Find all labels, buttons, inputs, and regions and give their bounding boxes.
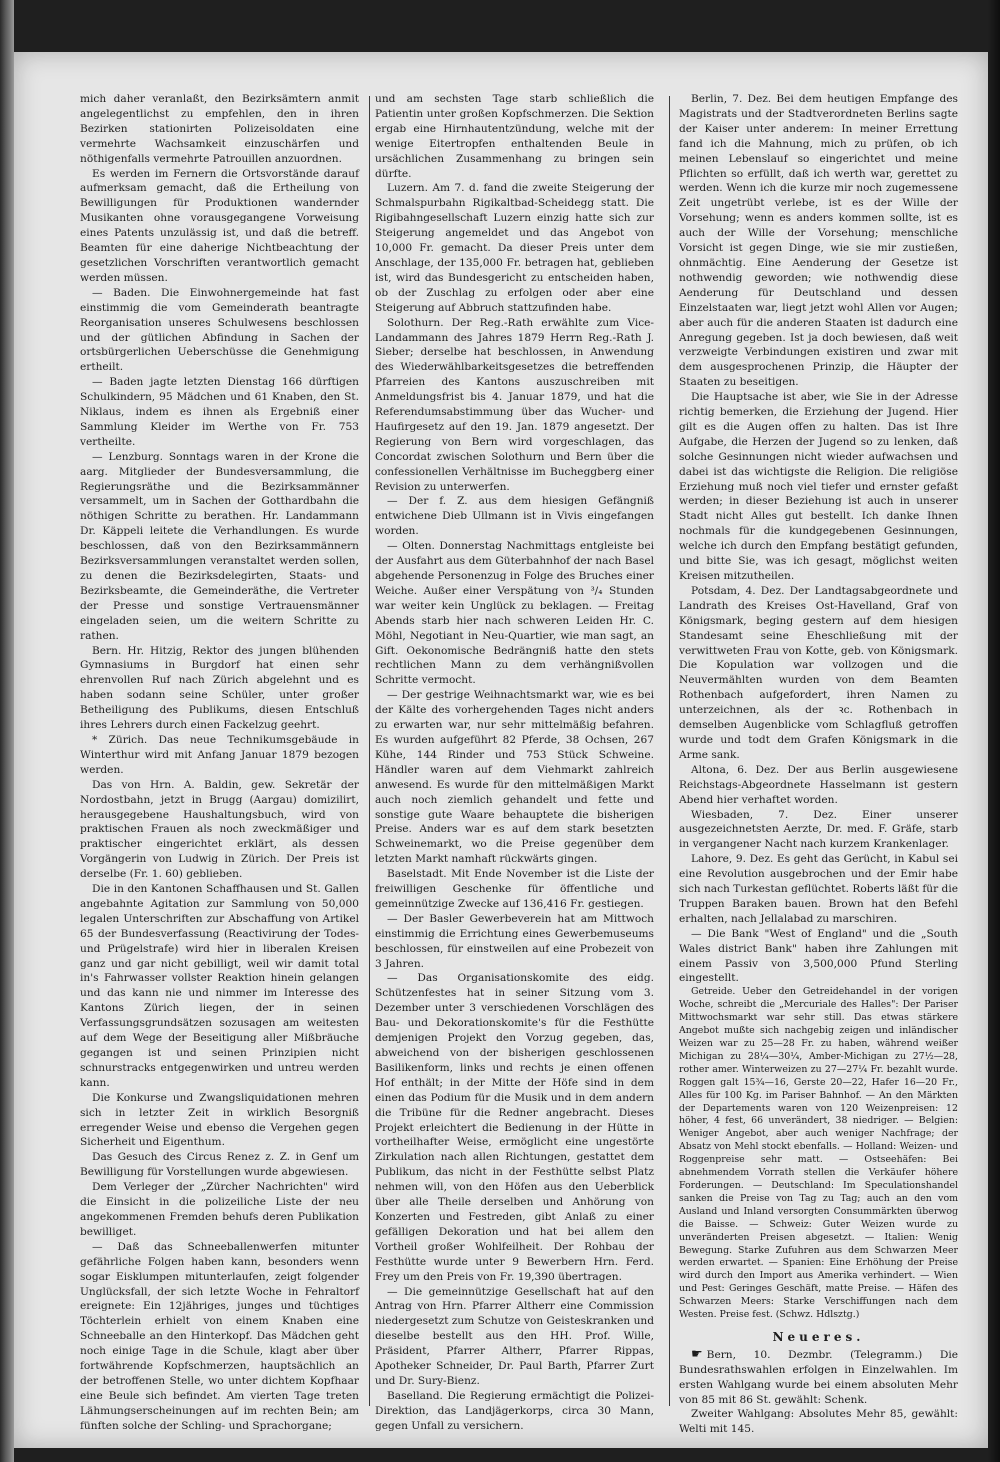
article-paragraph: Das von Hrn. A. Baldin, gew. Sekretär der Nordostbahn, jetzt in Brugg (Aargau) domizilirt, herausgegebene Haushaltungsbuch, wird von praktischen Frauen als noch zweckmäßiger und praktischer eingerichtet erklärt, als dessen Vorgängerin von Ludwig in Zürich. Der Preis ist derselbe (Fr. 1. 60) geblieben. <box>80 778 359 881</box>
article-paragraph: — Die Bank "West of England" und die „South Wales district Bank" haben ihre Zahlungen mit einem Passiv von 3,500,000 Pfund Sterling eingestellt. <box>679 927 958 985</box>
article-paragraph: Dem Verleger der „Zürcher Nachrichten" wird die Einsicht in die polizeiliche Liste der neu angekommenen Fremden behufs deren Publikation bewilliget. <box>80 1181 359 1238</box>
article-paragraph: Bern. Hr. Hitzig, Rektor des jungen blühenden Gymnasiums in Burgdorf hat einen sehr ehrenvollen Ruf nach Zürich abgelehnt und es haben sodann seine Schüler, unter großer Betheiligung des Publikums, diesen Entschluß ihres Lehrers durch einen Fackelzug geehrt. <box>80 644 359 732</box>
article-paragraph: Potsdam, 4. Dez. Der Landtagsabgeordnete und Landrath des Kreises Ost-Havelland, Graf von Königsmark, beging gestern auf dem hiesigen Standesamt seine Eheschließung mit der verwittweten Frau von Kotte, geb. von Königsmark. Die Kopulation war vollzogen und die Neuvermählten wurden von dem Beamten Rothenbach aufgefordert, ihren Namen zu unterzeichnen, als der ꝛc. Rothenbach in demselben Augenblicke vom Schlagfluß getroffen wurde und todt dem Grafen Königsmark in die Arme sank. <box>679 584 958 761</box>
article-paragraph: — Lenzburg. Sonntags waren in der Krone die aarg. Mitglieder der Bundesversammlung, die Regierungsräthe und die Bezirksammänner versammelt, um in Sachen der Gotthardbahn die nöthigen Schritte zu berathen. Hr. Landammann Dr. Käppeli leitete die Verhandlungen. Es wurde beschlossen, daß von den Bezirksammännern Bezirksversammlungen veranstaltet werden sollen, zu denen die Bezirksdelegirten, Staats- und Bezirksbeamte, die Gemeinderäthe, die Vertreter der Presse und sonstige Vertrauensmänner eingeladen seien, um die weitern Schritte zu rathen. <box>80 450 359 642</box>
article-paragraph: * Zürich. Das neue Technikumsgebäude in Winterthur wird mit Anfang Januar 1879 bezogen werden. <box>80 733 359 776</box>
article-paragraph: mich daher veranlaßt, den Bezirksämtern anmit angelegentlichst zu empfehlen, den in ihren Bezirken stationirten Polizeisoldaten eine vermehrte Wachsamkeit einzuschärfen und nöthigenfalls vermehrte Patrouillen anzuordnen. <box>80 93 359 165</box>
latest-news-text: Zweiter Wahlgang: Absolutes Mehr 85, gewählt: Welti mit 145. <box>679 1408 958 1436</box>
article-paragraph: — Olten. Donnerstag Nachmittags entgleiste bei der Ausfahrt aus dem Güterbahnhof der nach Basel abgehende Personenzug in Folge des Bruches einer Weiche. Außer einer Verspätung von ³/₄ Stunden war weiter kein Unglück zu beklagen. — Freitag Abends starb hier nach schweren Leiden Hr. C. Möhl, Negotiant in Neu-Quartier, wie man sagt, an Gift. Oekonomische Bedrängniß hatte den stets rechtlichen Mann zu dem verhängnißvollen Schritte vermocht. <box>375 540 654 687</box>
article-paragraph: Baselstadt. Mit Ende November ist die Liste der freiwilligen Geschenke für öffentliche und gemeinnützige Zwecke auf 136,416 Fr. gestiegen. <box>375 868 654 910</box>
pointing-hand-icon: ☛ <box>691 1346 703 1362</box>
article-paragraph: — Der f. Z. aus dem hiesigen Gefängniß entwichene Dieb Ullmann ist in Vivis eingefangen worden. <box>375 495 654 538</box>
page-edge-shadow <box>988 0 1000 1462</box>
article-paragraph: — Baden jagte letzten Dienstag 166 dürftigen Schulkindern, 95 Mädchen und 61 Knaben, den St. Niklaus, indem es ihnen als Ergebniß einer Sammlung Kleider im Werthe von Fr. 753 vertheilte. <box>80 376 359 448</box>
article-paragraph: — Der Basler Gewerbeverein hat am Mittwoch einstimmig die Errichtung eines Gewerbemuseums beschlossen, für einstweilen auf eine Probezeit von 3 Jahren. <box>375 912 654 970</box>
article-paragraph: Solothurn. Der Reg.-Rath erwählte zum Vice-Landammann des Jahres 1879 Herrn Reg.-Rath J. Sieber; derselbe hat beschlossen, in Anwendung des Wiederwählbarkeitsgesetzes die betreffenden Pfarreien des Kantons auszuschreiben mit Anmeldungsfrist bis 4. Januar 1879, und hat die Referendumsabstimmung über das Wucher- und Haufirgesetz auf den 19. Jan. 1879 angesetzt. Der Regierung von Bern wird vorgeschlagen, das Concordat zwischen Solothurn und Bern über die confessionellen Verhältnisse im Bucheggberg einer Revision zu unterwerfen. <box>375 316 654 493</box>
article-paragraph: Es werden im Fernern die Ortsvorstände darauf aufmerksam gemacht, daß die Ertheilung von Bewilligungen für Produktionen wandernder Musikanten ohne vorausgegangene Vorweisung eines Patents unzulässig ist, und daß die betreff. Beamten für eine daherige Nichtbeachtung der gesetzlichen Vorschriften verantwortlich gemacht werden müssen. <box>80 167 359 284</box>
article-paragraph: und am sechsten Tage starb schließlich die Patientin unter großen Kopfschmerzen. Die Sektion ergab eine Hirnhautentzündung, welche mit der wenige Eitertropfen enthaltenden Beule in ursächlichen Zusammenhang zu bringen sein dürfte. <box>375 93 654 180</box>
article-paragraph: Die Konkurse und Zwangsliquidationen mehren sich in letzter Zeit in wirklich Besorgniß erregender Weise und ebenso die Vergehen gegen Sicherheit und Eigenthum. <box>80 1091 359 1149</box>
article-paragraph: — Die gemeinnützige Gesellschaft hat auf den Antrag von Hrn. Pfarrer Altherr eine Commission niedergesetzt zum Schutze von Geisteskranken und dieselbe bestellt aus den HH. Prof. Wille, Präsident, Pfarrer Altherr, Pfarrer Rippas, Apotheker Schneider, Dr. Paul Barth, Pfarrer Zurt und Dr. Sury-Bienz. <box>375 1285 654 1387</box>
article-paragraph: — Das Organisationskomite des eidg. Schützenfestes hat in seiner Sitzung vom 3. Dezember unter 3 verschiedenen Vorschlägen des Bau- und Dekorationskomite's für die Festhütte demjenigen Projekt den Vorzug gegeben, das, abweichend von der bisherigen geschlossenen Basilikenform, links und rechts je einen offenen Hof enthält; in der Mitte der Höfe sind in dem einen das Podium für die Musik und in dem andern die Tribüne für die Redner angebracht. Dieses Projekt erleichtert die Bedienung in der Hütte in vortheilhafter Weise, ermöglicht eine ungestörte Zirkulation nach allen Richtungen, gestattet dem Publikum, das nicht in der Festhütte selbst Platz nehmen will, von den Höfen aus den Ueberblick über alle Theile derselben und Anhörung von Konzerten und Festreden, gibt Anlaß zu einer gefälligen Dekoration und hat bei allem den Vortheil großer Wohlfeilheit. Der Rohbau der Festhütte wurde unter 9 Bewerbern Hrn. Ferd. Frey um den Preis von Fr. 19,390 übertragen. <box>375 972 654 1283</box>
latest-news-paragraph <box>679 1407 958 1437</box>
article-paragraph: Baselland. Die Regierung ermächtigt die Polizei-Direktion, das Landjägerkorps, circa 30 Mann, gegen Unfall zu versichern. <box>375 1389 654 1432</box>
column-rule <box>669 96 670 1406</box>
article-paragraph: Das Gesuch des Circus Renez z. Z. in Genf um Bewilligung für Vorstellungen wurde abgewiesen. <box>80 1151 359 1179</box>
article-paragraph: Die in den Kantonen Schaffhausen und St. Gallen angebahnte Agitation zur Sammlung von 50,000 legalen Unterschriften zur Abschaffung von Artikel 65 der Bundesverfassung (Reactivirung der Todes- und Prügelstrafe) wird hier in liberalen Kreisen ganz und gar nicht gebilligt, weil wir damit total in's Fahrwasser vollster Reaktion hinein gelangen und das kann nie und nimmer im Interesse des Kantons Zürich liegen, der in seinen Verfassungsgrundsätzen sozusagen am weitesten auf dem Wege der Beseitigung aller Mißbräuche gegangen ist und seinen Prinzipien nicht schnurstracks entgegenwirken und untreu werden kann. <box>80 883 359 1089</box>
column-1 <box>80 92 359 1432</box>
article-paragraph: Getreide. Ueber den Getreidehandel in der vorigen Woche, schreibt die „Mercuriale des Halles": Der Pariser Mittwochsmarkt war sehr still. Das etwas stärkere Angebot mußte sich nachgebig zeigen und inländischer Weizen war zu 25—28 Fr. zu haben, während weißer Michigan zu 28¼—30¼, Amber-Michigan zu 27½—28, rother amer. Winterweizen zu 27—27¼ Fr. bezahlt wurde. Roggen galt 15¾—16, Gerste 20—22, Hafer 16—20 Fr., Alles für 100 Kg. im Pariser Bahnhof. — An den Märkten der Departements waren von 120 Weizenpreisen: 12 höher, 4 fest, 66 unverändert, 38 niedriger. — Belgien: Weniger Angebot, aber auch weniger Nachfrage; der Absatz von Mehl stockt ebenfalls. — Holland: Weizen- und Roggenpreise sehr matt. — Ostseehäfen: Bei abnehmendem Vorrath stellen die Verkäufer höhere Forderungen. — Deutschland: Im Speculationshandel sanken die Preise von Tag zu Tag; auch an den vom Ausland und Inland versorgten Consummärkten überwog die Baisse. — Schweiz: Guter Weizen wurde zu unveränderten Preisen abgesetzt. — Italien: Wenig Bewegung. Starke Zufuhren aus dem Schwarzen Meer werden erwartet. — Spanien: Eine Erhöhung der Preise wird durch den Import aus Amerika verhindert. — Wien und Pest: Geringes Geschäft, matte Preise. — Häfen des Schwarzen Meers: Starke Verschiffungen nach dem Westen. Preise fest. (Schwz. Hdlsztg.) <box>679 986 958 1321</box>
article-paragraph: Altona, 6. Dez. Der aus Berlin ausgewiesene Reichstags-Abgeordnete Hasselmann ist gestern Abend hier verhaftet worden. <box>679 763 958 806</box>
column-3 <box>679 92 958 1436</box>
article-paragraph: Berlin, 7. Dez. Bei dem heutigen Empfange des Magistrats und der Stadtverordneten Berlins sagte der Kaiser unter anderem: In meiner Errettung fand ich die Mahnung, mich zu prüfen, ob ich meinen Lebenslauf so eingerichtet und meine Pflichten so erfüllt, daß ich werth war, gerettet zu werden. Wenn ich die kurze mir noch zugemessene Zeit ungetrübt verlebe, ist es der Wille der Vorsehung; wenn es anders kommen sollte, ist es auch der Wille der Vorsehung; menschliche Vorsicht ist gegen Dinge, wie sie mir zustießen, ohnmächtig. Eine Aenderung der Gesetze ist nothwendig geworden; wie nothwendig diese Aenderung für Deutschland und dessen Einzelstaaten war, liegt jetzt wohl Allen vor Augen; aber auch für die anderen Staaten ist dadurch eine Anregung gegeben. Ist ja doch bewiesen, daß weit verzweigte Verbindungen existiren und zwar mit dem ausgesprochenen Prinzip, die Häupter der Staaten zu beseitigen. <box>679 93 958 389</box>
article-paragraph: Wiesbaden, 7. Dez. Einer unserer ausgezeichnetsten Aerzte, Dr. med. F. Gräfe, starb in vergangener Nacht nach kurzem Krankenlager. <box>679 808 958 851</box>
article-paragraph: Die Hauptsache ist aber, wie Sie in der Adresse richtig bemerken, die Erziehung der Jugend. Hier gilt es die Augen offen zu halten. Das ist Ihre Aufgabe, die Herzen der Jugend so zu lenken, daß solche Gesinnungen nicht wieder aufwachsen und dabei ist das wichtigste die Religion. Die religiöse Erziehung muß noch viel tiefer und ernster gefaßt werden; in dieser Beziehung ist auch in unserer Stadt nicht Alles gut bestellt. Ich danke Ihnen nochmals für die kundgegebenen Gesinnungen, welche ich durch den Empfang bestätigt gefunden, und bitte Sie, was ich gesagt, möglichst weiten Kreisen mitzutheilen. <box>679 391 958 582</box>
latest-news-heading: Neueres. <box>772 1329 865 1344</box>
latest-news-paragraph <box>679 1348 958 1408</box>
article-paragraph: Luzern. Am 7. d. fand die zweite Steigerung der Schmalspurbahn Rigikaltbad-Scheidegg statt. Die Rigibahngesellschaft Luzern einzig hatte sich zur Steigerung angemeldet und das Angebot von 10,000 Fr. gemacht. Da dieser Preis unter dem Anschlage, der 135,000 Fr. betragen hat, geblieben ist, wird das Bundesgericht zu entscheiden haben, ob der Zuschlag zu erfolgen oder aber eine Steigerung auf Abbruch stattzufinden habe. <box>375 182 654 314</box>
latest-news-text: Bern, 10. Dezmbr. (Telegramm.) Die Bundesrathswahlen erfolgen in Einzelwahlen. Im ersten Wahlgang wurde bei einem absoluten Mehr von 85 mit 86 St. gewählt: Schenk. <box>679 1348 958 1406</box>
column-rule <box>369 96 370 1406</box>
article-paragraph: — Daß das Schneeballenwerfen mitunter gefährliche Folgen haben kann, besonders wenn sogar Eisklumpen mitunterlaufen, zeigt folgender Unglücksfall, der sich letzte Woche in Fehraltorf ereignete: Ein 12jähriges, junges und tüchtiges Töchterlein erhielt von einem Knaben eine Schneeballe an den Hinterkopf. Das Mädchen geht noch einige Tage in die Schule, klagt aber über fortwährende Kopfschmerzen, hauptsächlich an der betroffenen Stelle, wo unter dichtem Kopfhaar eine Beule sich befindet. Am vierten Tage treten Lähmungserscheinungen auf im rechten Bein; am fünften solche der Schling- und Sprachorgane; <box>80 1240 359 1432</box>
binding-edge <box>0 0 14 1462</box>
column-2 <box>375 92 654 1432</box>
article-paragraph: — Der gestrige Weihnachtsmarkt war, wie es bei der Kälte des vorhergehenden Tages nicht anders zu erwarten war, nur sehr mittelmäßig befahren. Es wurden aufgeführt 82 Pferde, 38 Ochsen, 267 Kühe, 144 Rinder und 753 Stück Schweine. Händler waren auf dem Viehmarkt zahlreich anwesend. Es wurde für den mittelmäßigen Markt auch noch ziemlich gehandelt und fette und sonstige gute Waare behauptete die bisherigen Preise. Anders war es auf dem stark besetzten Schweinemarkt, wo die Preise gegenüber dem letzten Markt namhaft rückwärts gingen. <box>375 689 654 866</box>
newspaper-page <box>14 52 988 1448</box>
article-paragraph: Lahore, 9. Dez. Es geht das Gerücht, in Kabul sei eine Revolution ausgebrochen und der Emir habe sich nach Turkestan geflüchtet. Roberts läßt für die Truppen Baraken bauen. Brown hat den Befehl erhalten, nach Jellalabad zu marschiren. <box>679 853 958 925</box>
article-paragraph: — Baden. Die Einwohnergemeinde hat fast einstimmig die vom Gemeinderath beantragte Reorganisation unseres Schulwesens beschlossen und der gütlichen Abfindung in Sachen der ortsbürgerlichen Ueberschüsse die Genehmigung ertheilt. <box>80 286 359 374</box>
